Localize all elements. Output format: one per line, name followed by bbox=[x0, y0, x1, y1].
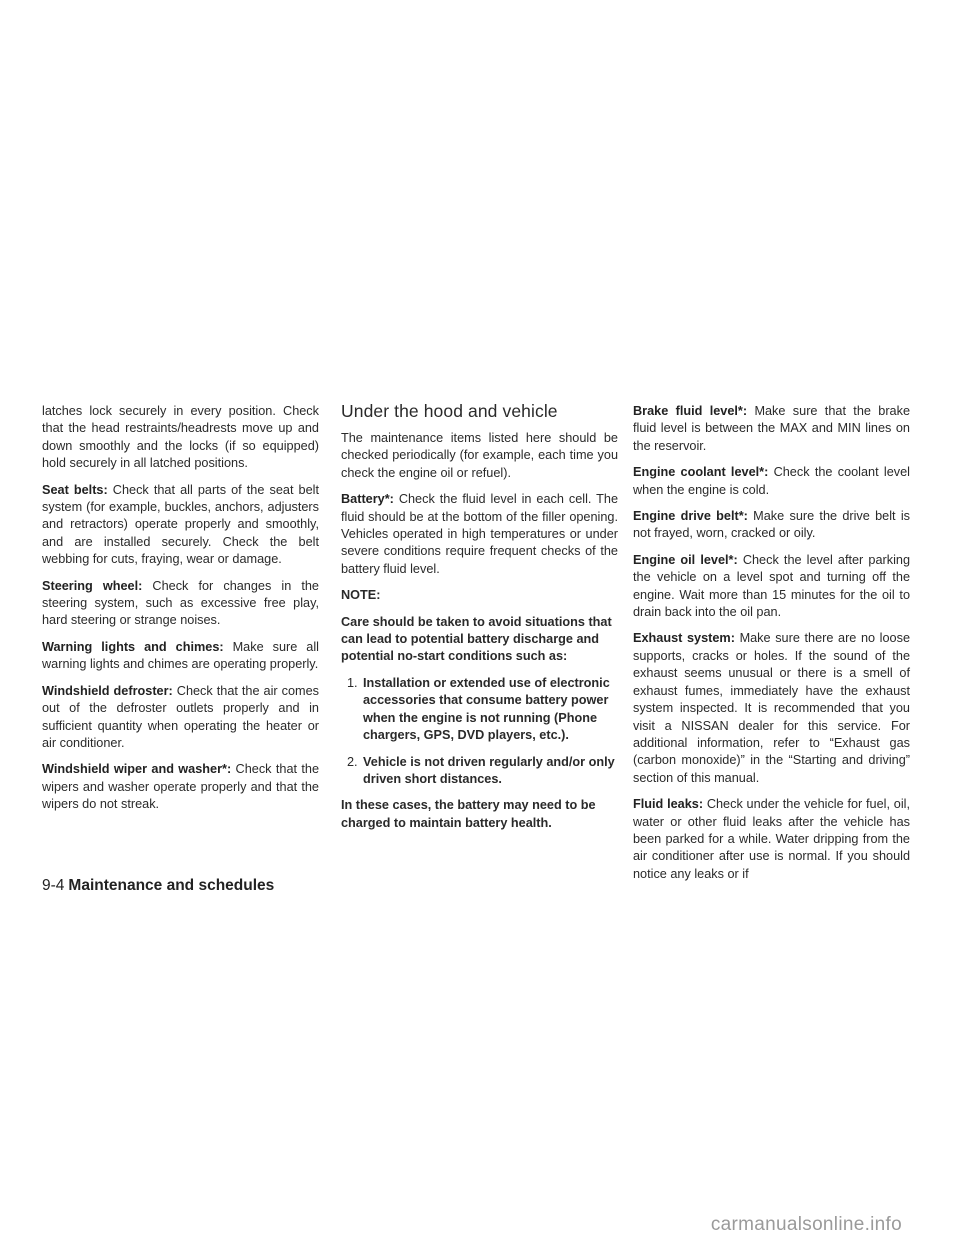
note-text: Care should be taken to avoid situations that can lead to potential battery discharge and potential no-start conditions such as: bbox=[341, 614, 612, 664]
item-drive-belt bbox=[633, 508, 910, 543]
note-label: NOTE: bbox=[341, 588, 381, 603]
item-label: Warning lights and chimes: bbox=[42, 639, 224, 654]
section-title: Maintenance and schedules bbox=[68, 877, 275, 894]
closing-text: In these cases, the battery may need to be charged to maintain battery health. bbox=[341, 798, 596, 830]
item-warning-lights bbox=[42, 639, 319, 674]
list-text: Installation or extended use of electronic accessories that consume battery power when the engine is not running (Phone chargers, GPS, DVD players, etc.). bbox=[363, 675, 610, 743]
column-left bbox=[42, 403, 319, 823]
item-exhaust-system bbox=[633, 630, 910, 787]
item-text: Check that the air comes out of the defroster outlets properly and in sufficient quantity when operating the heater or air conditioner. bbox=[42, 683, 319, 750]
item-label: Brake fluid level*: bbox=[633, 404, 748, 418]
item-engine-coolant bbox=[633, 464, 910, 499]
item-label: Steering wheel: bbox=[42, 578, 143, 593]
item-label: Engine drive belt*: bbox=[633, 509, 748, 524]
item-fluid-leaks bbox=[633, 796, 910, 883]
item-text: Check that the wipers and washer operate properly and that the wipers do not streak. bbox=[42, 762, 320, 812]
item-text: Check the fluid level in each cell. The fluid should be at the bottom of the filler opening. Vehicles operated in high temperatures or under severe conditions require frequent checks of the battery fluid level. bbox=[341, 492, 618, 576]
section-intro: The maintenance items listed here should be checked periodically (for example, each time you check the engine oil or refuel). bbox=[341, 431, 618, 480]
section-heading: Under the hood and vehicle bbox=[341, 401, 558, 421]
column-middle bbox=[341, 403, 618, 841]
item-text: Make sure that the brake fluid level is between the MAX and MIN lines on the reservoir. bbox=[633, 404, 911, 453]
list-item bbox=[341, 754, 618, 789]
item-windshield-defroster bbox=[42, 683, 319, 753]
item-label: Battery*: bbox=[341, 492, 394, 507]
item-label: Windshield wiper and washer*: bbox=[42, 762, 232, 777]
item-text: Check for changes in the steering system, such as excessive free play, hard steering or strange noises. bbox=[42, 578, 319, 628]
item-label: Exhaust system: bbox=[633, 631, 735, 646]
item-label: Engine oil level*: bbox=[633, 552, 738, 567]
item-label: Fluid leaks: bbox=[633, 797, 704, 812]
item-seat-belts bbox=[42, 482, 319, 569]
item-steering-wheel bbox=[42, 578, 319, 630]
page-footer bbox=[42, 877, 274, 895]
item-battery bbox=[341, 491, 618, 578]
item-text: Make sure all warning lights and chimes are operating properly. bbox=[42, 639, 320, 672]
item-label: Windshield defroster: bbox=[42, 683, 173, 698]
item-text: Check under the vehicle for fuel, oil, water or other fluid leaks after the vehicle has been parked for a while. Water dripping from the air conditioner after use is normal. If you should notice any leaks or if bbox=[633, 797, 910, 881]
column-right bbox=[633, 403, 910, 892]
item-text: Check the level after parking the vehicle on a level spot and turning off the engine. Wait more than 15 minutes for the oil to drain back into the oil pan. bbox=[633, 552, 911, 620]
item-label: Engine coolant level*: bbox=[633, 465, 769, 480]
item-text: Check that all parts of the seat belt system (for example, buckles, anchors, adjusters and retractors) operate properly and smoothly, and are installed securely. Check the belt webbing for cuts, fraying, wear or damage. bbox=[42, 482, 319, 567]
item-engine-oil bbox=[633, 552, 910, 622]
list-number: 1. bbox=[347, 675, 358, 690]
list-number: 2. bbox=[347, 754, 358, 769]
item-text: Make sure the drive belt is not frayed, worn, cracked or oily. bbox=[633, 509, 910, 541]
item-wiper-washer bbox=[42, 761, 319, 813]
item-brake-fluid bbox=[633, 403, 910, 455]
list-text: Vehicle is not driven regularly and/or only driven short distances. bbox=[363, 754, 615, 786]
item-text: Check the coolant level when the engine is cold. bbox=[633, 465, 910, 497]
item-text: Make sure there are no loose supports, cracks or holes. If the sound of the exhaust seems unusual or there is a smell of exhaust fumes, immediately have the exhaust system inspected. It is recommended that you visit a NISSAN dealer for this service. For additional information, refer to “Exhaust gas (carbon monoxide)” in the “Starting and driving” section of this manual. bbox=[633, 631, 911, 785]
list-item bbox=[341, 675, 618, 745]
watermark: carmanualsonline.info bbox=[710, 1214, 902, 1235]
intro-paragraph: latches lock securely in every position. Check that the head restraints/headrests move up and down smoothly and the locks (if so equipped) hold securely in all latched positions. bbox=[42, 404, 319, 471]
item-label: Seat belts: bbox=[42, 482, 108, 497]
page-number: 9-4 bbox=[42, 877, 65, 894]
